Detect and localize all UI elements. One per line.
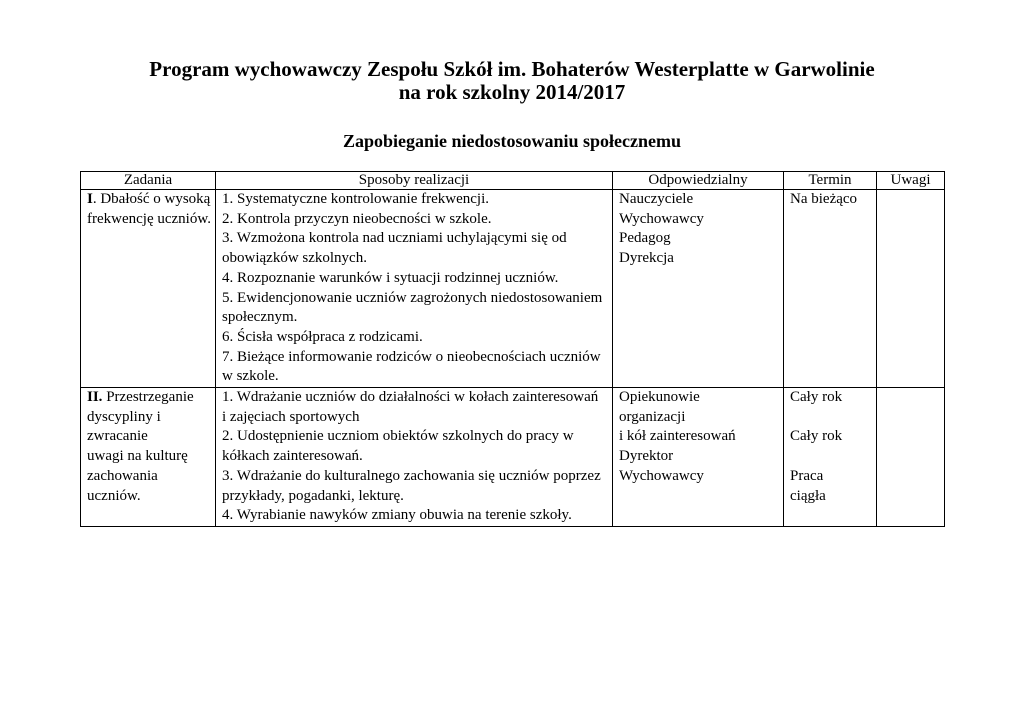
term-cell: [784, 190, 877, 388]
task-text: [87, 388, 213, 408]
table-row: [81, 388, 945, 527]
method-item: 5. Ewidencjonowanie uczniów zagrożonych niedostosowaniem społecznym.: [222, 289, 603, 326]
method-item: 2. Udostępnienie uczniom obiektów szkolnych do pracy w kółkach zainteresowań.: [222, 428, 574, 465]
program-table: [80, 171, 945, 527]
header-odpowiedzialny: Odpowiedzialny: [613, 172, 784, 190]
task-number: I: [87, 191, 93, 207]
term-cell: [784, 388, 877, 527]
task-description-line: zachowania: [87, 467, 158, 484]
method-item: 6. Ścisła współpraca z rodzicami.: [222, 328, 423, 345]
task-description-line: uczniów.: [87, 487, 141, 504]
method-item: 1. Wdrażanie uczniów do działalności w kołach zainteresowań i zajęciach sportowych: [222, 389, 599, 425]
responsible-item: Opiekunowie: [619, 389, 700, 406]
method-item: 3. Wzmożona kontrola nad uczniami uchylającymi się od obowiązków szkolnych.: [222, 230, 567, 267]
task-description-line: Przestrzeganie: [106, 389, 194, 406]
document-title: [0, 58, 1024, 104]
responsible-item: i kół zainteresowań: [619, 428, 736, 445]
task-text: [87, 190, 213, 229]
task-cell: [81, 388, 216, 527]
term-item: Praca: [790, 467, 824, 484]
responsible-cell: [613, 190, 784, 388]
term-item: Na bieżąco: [790, 191, 858, 207]
header-uwagi: Uwagi: [877, 172, 945, 190]
task-description: . Dbałość o wysoką frekwencję uczniów.: [87, 191, 211, 227]
methods-cell: [216, 190, 613, 388]
title-line-2: na rok szkolny 2014/2017: [398, 80, 626, 104]
method-item: 4. Rozpoznanie warunków i sytuacji rodzinnej uczniów.: [222, 269, 559, 286]
responsible-item: Wychowawcy: [619, 467, 704, 484]
task-cell: [81, 190, 216, 388]
table-header-row: [81, 172, 945, 190]
header-zadania: Zadania: [81, 172, 216, 190]
responsible-item: Dyrektor: [619, 448, 674, 465]
method-item: 1. Systematyczne kontrolowanie frekwencji.: [222, 191, 489, 207]
term-item: Cały rok: [790, 389, 843, 406]
table-row: [81, 190, 945, 388]
responsible-cell: [613, 388, 784, 527]
notes-cell: [877, 388, 945, 527]
notes-cell: [877, 190, 945, 388]
responsible-item: Wychowawcy: [619, 210, 704, 227]
task-number: II.: [87, 389, 103, 406]
header-sposoby-realizacji: Sposoby realizacji: [216, 172, 613, 190]
task-description-line: zwracanie: [87, 428, 148, 445]
method-item: 2. Kontrola przyczyn nieobecności w szkole.: [222, 210, 492, 227]
section-subtitle: Zapobieganie niedostosowaniu społecznemu: [342, 131, 682, 151]
header-termin: Termin: [784, 172, 877, 190]
method-item: 3. Wdrażanie do kulturalnego zachowania się uczniów poprzez przykłady, pogadanki, lekturę.: [222, 467, 601, 504]
responsible-item: organizacji: [619, 408, 686, 425]
term-item: Cały rok: [790, 428, 843, 445]
task-description-line: dyscypliny i: [87, 408, 161, 425]
method-item: 7. Bieżące informowanie rodziców o nieobecnościach uczniów w szkole.: [222, 348, 601, 385]
title-line-1: Program wychowawczy Zespołu Szkół im. Bohaterów Westerplatte w Garwolinie: [149, 57, 875, 81]
methods-cell: [216, 388, 613, 527]
responsible-item: Nauczyciele: [619, 191, 694, 207]
responsible-item: Pedagog: [619, 230, 671, 247]
method-item: 4. Wyrabianie nawyków zmiany obuwia na terenie szkoły.: [222, 507, 572, 524]
term-item: ciągła: [790, 487, 826, 504]
responsible-item: Dyrekcja: [619, 250, 674, 267]
task-description-line: uwagi na kulturę: [87, 448, 188, 465]
